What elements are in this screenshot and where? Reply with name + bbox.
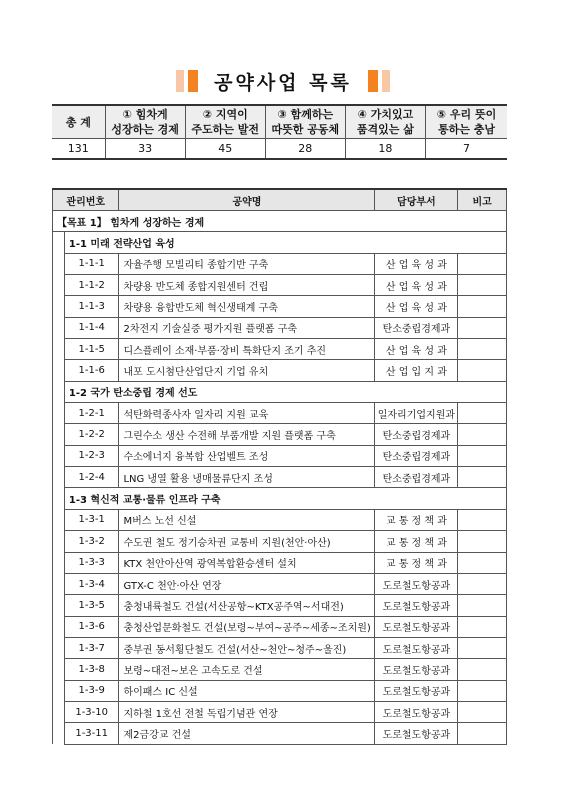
pledge-code: 1-1-1	[64, 253, 119, 274]
pledge-note	[458, 531, 507, 552]
pledge-name: LNG 냉열 활용 냉매물류단지 조성	[119, 467, 375, 488]
goal-row	[53, 211, 507, 232]
indent-cell	[53, 424, 65, 445]
pledge-note	[458, 552, 507, 573]
pledge-name: 그린수소 생산 수전해 부품개발 지원 플랫폼 구축	[119, 424, 375, 445]
pledge-name: 수도권 철도 정기승차권 교통비 지원(천안·아산)	[119, 531, 375, 552]
pledge-dept: 교 통 정 책 과	[375, 509, 458, 530]
table-row	[53, 680, 507, 701]
pledge-dept: 일자리기업지원과	[375, 403, 458, 424]
header-name: 공약명	[119, 189, 375, 211]
pledge-code: 1-1-4	[64, 317, 119, 338]
page-title: 공약사업 목록	[214, 71, 352, 94]
indent-cell	[53, 616, 65, 637]
pledge-note	[458, 637, 507, 658]
pledge-code: 1-3-8	[64, 659, 119, 680]
pledge-code: 1-2-4	[64, 467, 119, 488]
pledge-note	[458, 275, 507, 296]
pledge-note	[458, 317, 507, 338]
header-dept: 담당부서	[375, 189, 458, 211]
pledge-note	[458, 701, 507, 722]
pledge-code: 1-1-6	[64, 360, 119, 381]
section-title: 1-1 미래 전략산업 육성	[64, 232, 506, 253]
section-row	[53, 488, 507, 509]
pledge-code: 1-1-5	[64, 339, 119, 360]
pledge-name: KTX 천안아산역 광역복합환승센터 설치	[119, 552, 375, 573]
summary-header-line: 총 계	[65, 115, 91, 129]
indent-cell	[53, 573, 65, 594]
pledge-name: 내포 도시첨단산업단지 기업 유치	[119, 360, 375, 381]
pledge-dept: 산 업 입 지 과	[375, 360, 458, 381]
pledge-note	[458, 403, 507, 424]
pledge-note	[458, 616, 507, 637]
summary-header-line: ③ 함께하는	[277, 108, 334, 121]
pledge-name: 하이패스 IC 신설	[119, 680, 375, 701]
summary-header-line: ② 지역이	[202, 108, 248, 121]
pledge-name: 지하철 1호선 전철 독립기념관 연장	[119, 701, 375, 722]
section-row	[53, 381, 507, 402]
pledge-code: 1-3-6	[64, 616, 119, 637]
indent-cell	[53, 595, 65, 616]
summary-header-line: ④ 가치있고	[357, 108, 414, 121]
pledge-name: 중부권 동서횡단철도 건설(서산~천안~청주~울진)	[119, 637, 375, 658]
indent-cell	[53, 445, 65, 466]
pledge-dept: 산 업 육 성 과	[375, 296, 458, 317]
pledge-note	[458, 424, 507, 445]
pledge-note	[458, 595, 507, 616]
pledge-dept: 탄소중립경제과	[375, 317, 458, 338]
table-row	[53, 445, 507, 466]
table-row	[53, 403, 507, 424]
pledge-name: 수소에너지 융복합 산업벨트 조성	[119, 445, 375, 466]
pledge-code: 1-3-11	[64, 723, 119, 744]
table-row	[53, 360, 507, 381]
pledge-note	[458, 659, 507, 680]
summary-header-line: ⑤ 우리 뜻이	[436, 108, 497, 121]
pledge-code: 1-3-9	[64, 680, 119, 701]
indent-cell	[53, 253, 65, 274]
pledge-dept: 탄소중립경제과	[375, 445, 458, 466]
title-decoration-dark-left	[188, 70, 198, 92]
pledge-note	[458, 573, 507, 594]
pledge-code: 1-3-2	[64, 531, 119, 552]
indent-cell	[53, 296, 65, 317]
pledge-name: 차량용 반도체 종합지원센터 건립	[119, 275, 375, 296]
title-decoration-light-right	[382, 70, 390, 92]
indent-cell	[53, 659, 65, 680]
indent-cell	[53, 680, 65, 701]
pledge-code: 1-1-3	[64, 296, 119, 317]
summary-header-cell	[345, 105, 425, 139]
pledge-note	[458, 680, 507, 701]
summary-header-cell	[185, 105, 265, 139]
indent-cell	[53, 275, 65, 296]
pledge-code: 1-3-5	[64, 595, 119, 616]
table-row	[53, 275, 507, 296]
table-row	[53, 509, 507, 530]
summary-table	[52, 104, 507, 160]
pledge-code: 1-2-1	[64, 403, 119, 424]
table-row	[53, 424, 507, 445]
table-row	[53, 552, 507, 573]
table-row	[53, 637, 507, 658]
table-row	[53, 701, 507, 722]
pledge-code: 1-3-1	[64, 509, 119, 530]
indent-cell	[53, 531, 65, 552]
table-row	[53, 573, 507, 594]
pledge-dept: 산 업 육 성 과	[375, 339, 458, 360]
summary-value-cell: 33	[105, 139, 185, 160]
pledge-note	[458, 253, 507, 274]
pledge-name: M버스 노선 신설	[119, 509, 375, 530]
pledge-name: 제2금강교 건설	[119, 723, 375, 744]
pledge-dept: 도로철도항공과	[375, 723, 458, 744]
summary-value-cell: 45	[185, 139, 265, 160]
pledge-name: 자율주행 모빌리티 종합기반 구축	[119, 253, 375, 274]
indent-cell	[53, 232, 65, 253]
pledge-code: 1-3-4	[64, 573, 119, 594]
pledge-dept: 교 통 정 책 과	[375, 552, 458, 573]
table-row	[53, 659, 507, 680]
indent-cell	[53, 723, 65, 744]
pledge-code: 1-3-7	[64, 637, 119, 658]
pledge-table	[52, 188, 507, 745]
header-note: 비고	[458, 189, 507, 211]
pledge-code: 1-2-2	[64, 424, 119, 445]
indent-cell	[53, 317, 65, 338]
pledge-name: 보령~대전~보은 고속도로 건설	[119, 659, 375, 680]
indent-cell	[53, 488, 65, 509]
indent-cell	[53, 360, 65, 381]
summary-value-cell: 28	[265, 139, 345, 160]
pledge-name: 충청내륙철도 건설(서산공항~KTX공주역~서대전)	[119, 595, 375, 616]
indent-cell	[53, 467, 65, 488]
pledge-note	[458, 723, 507, 744]
summary-header-cell	[425, 105, 507, 139]
pledge-dept: 도로철도항공과	[375, 701, 458, 722]
table-row	[53, 531, 507, 552]
section-title: 1-3 혁신적 교통·물류 인프라 구축	[64, 488, 506, 509]
table-row	[53, 253, 507, 274]
summary-header-line: 품격있는 삶	[356, 123, 414, 136]
title-decoration-light-left	[176, 70, 184, 92]
indent-cell	[53, 552, 65, 573]
pledge-note	[458, 339, 507, 360]
summary-value-cell: 131	[52, 139, 105, 160]
pledge-dept: 도로철도항공과	[375, 595, 458, 616]
pledge-code: 1-3-10	[64, 701, 119, 722]
header-code: 관리번호	[53, 189, 119, 211]
indent-cell	[53, 701, 65, 722]
table-header-row	[53, 189, 507, 211]
indent-cell	[53, 339, 65, 360]
pledge-dept: 도로철도항공과	[375, 637, 458, 658]
summary-header-cell	[265, 105, 345, 139]
section-row	[53, 232, 507, 253]
pledge-dept: 도로철도항공과	[375, 659, 458, 680]
table-row	[53, 723, 507, 744]
pledge-name: 석탄화력종사자 일자리 지원 교육	[119, 403, 375, 424]
table-row	[53, 317, 507, 338]
pledge-dept: 도로철도항공과	[375, 680, 458, 701]
summary-header-cell	[105, 105, 185, 139]
pledge-name: 충청산업문화철도 건설(보령~부여~공주~세종~조치원)	[119, 616, 375, 637]
pledge-name: 차량용 융합반도체 혁신생태계 구축	[119, 296, 375, 317]
table-row	[53, 595, 507, 616]
pledge-note	[458, 509, 507, 530]
pledge-dept: 교 통 정 책 과	[375, 531, 458, 552]
summary-header-line: 따뜻한 공동체	[271, 123, 340, 136]
pledge-code: 1-3-3	[64, 552, 119, 573]
table-row	[53, 339, 507, 360]
pledge-note	[458, 467, 507, 488]
summary-value-cell: 18	[345, 139, 425, 160]
pledge-name: 디스플레이 소재·부품·장비 특화단지 조기 추진	[119, 339, 375, 360]
title-bar	[0, 66, 566, 96]
pledge-name: 2차전지 기술실증 평가지원 플랫폼 구축	[119, 317, 375, 338]
table-row	[53, 616, 507, 637]
pledge-note	[458, 296, 507, 317]
pledge-dept: 도로철도항공과	[375, 573, 458, 594]
pledge-dept: 탄소중립경제과	[375, 424, 458, 445]
indent-cell	[53, 509, 65, 530]
indent-cell	[53, 637, 65, 658]
summary-header-line: 주도하는 발전	[191, 123, 259, 136]
summary-header-line: ① 힘차게	[122, 108, 168, 121]
goal-title: 【목표 1】 힘차게 성장하는 경제	[53, 211, 507, 232]
table-row	[53, 467, 507, 488]
pledge-dept: 산 업 육 성 과	[375, 275, 458, 296]
pledge-note	[458, 445, 507, 466]
pledge-dept: 도로철도항공과	[375, 616, 458, 637]
summary-header-line: 성장하는 경제	[111, 123, 179, 136]
indent-cell	[53, 403, 65, 424]
pledge-name: GTX-C 천안·아산 연장	[119, 573, 375, 594]
indent-cell	[53, 381, 65, 402]
summary-header-cell	[52, 105, 105, 139]
pledge-code: 1-2-3	[64, 445, 119, 466]
table-row	[53, 296, 507, 317]
summary-value-cell: 7	[425, 139, 507, 160]
summary-header-line: 통하는 충남	[437, 123, 495, 136]
pledge-dept: 산 업 육 성 과	[375, 253, 458, 274]
section-title: 1-2 국가 탄소중립 경제 선도	[64, 381, 506, 402]
title-decoration-dark-right	[368, 70, 378, 92]
pledge-note	[458, 360, 507, 381]
pledge-code: 1-1-2	[64, 275, 119, 296]
pledge-dept: 탄소중립경제과	[375, 467, 458, 488]
